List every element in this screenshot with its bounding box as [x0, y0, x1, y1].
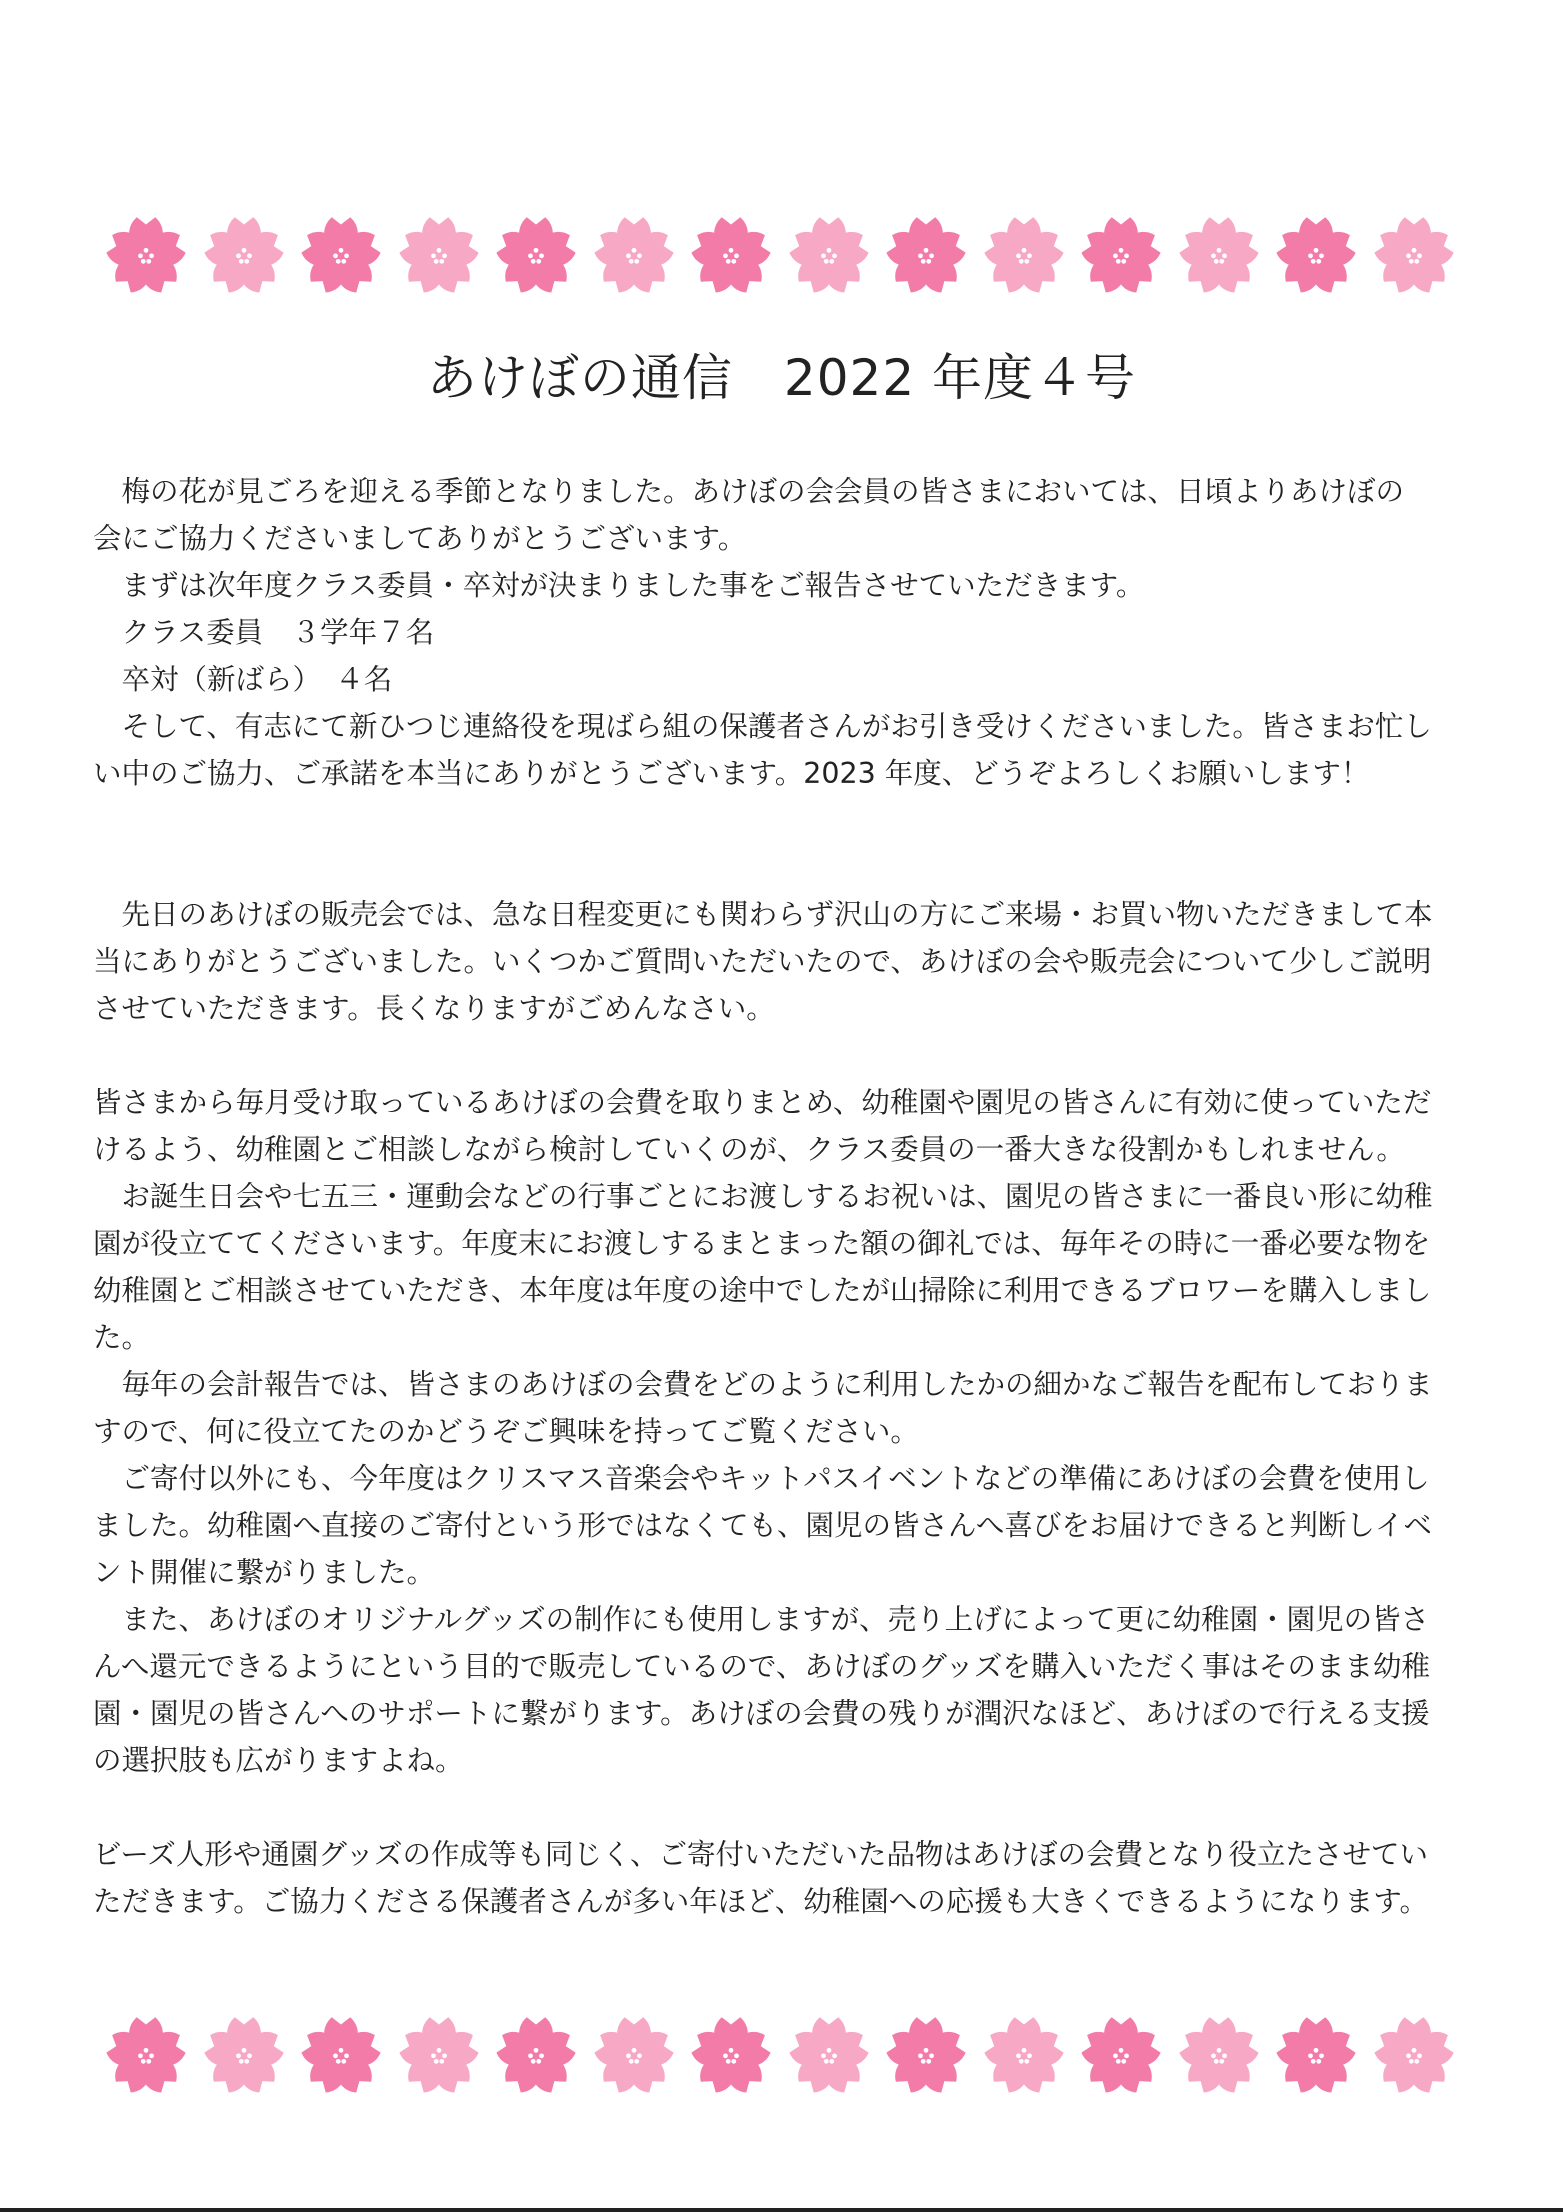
sakura-flower-icon	[1075, 2008, 1167, 2100]
text-line: ント開催に繋がりました。	[93, 1556, 436, 1589]
text-line: けるよう、幼稚園とご相談しながら検討していくのが、クラス委員の一番大きな役割かもしれません。	[93, 1133, 1405, 1166]
paragraph-sales-event	[93, 891, 1458, 1032]
text-line: た。	[93, 1321, 151, 1354]
text-line: い中のご協力、ご承諾を本当にありがとうございます。2023 年度、どうぞよろしくお願いします！	[93, 757, 1370, 790]
sakura-flower-icon	[393, 2008, 485, 2100]
text-line: 園が役立ててくださいます。年度末にお渡しするまとまった額の御礼では、毎年その時に一番必要な物を	[93, 1227, 1431, 1260]
text-line: ました。幼稚園へ直接のご寄付という形ではなくても、園児の皆さんへ喜びをお届けできると判断しイベ	[93, 1509, 1432, 1542]
flower-border-bottom	[100, 2006, 1460, 2102]
text-line: すので、何に役立てたのかどうぞご興味を持ってご覧ください。	[93, 1415, 919, 1448]
text-line: 皆さまから毎月受け取っているあけぼの会費を取りまとめ、幼稚園や園児の皆さんに有効に使っていただ	[93, 1086, 1432, 1119]
text-line: 先日のあけぼの販売会では、急な日程変更にも関わらず沢山の方にご来場・お買い物いただきまして本	[93, 898, 1433, 931]
sakura-flower-icon	[1368, 2008, 1460, 2100]
text-line: ビーズ人形や通園グッズの作成等も同じく、ご寄付いただいた品物はあけぼの会費となり役立たさせてい	[93, 1838, 1428, 1871]
text-line: お誕生日会や七五三・運動会などの行事ごとにお渡しするお祝いは、園児の皆さまに一番良い形に幼稚	[93, 1180, 1433, 1213]
sakura-flower-icon	[393, 208, 485, 300]
sakura-flower-icon	[100, 2008, 192, 2100]
sakura-flower-icon	[685, 2008, 777, 2100]
text-line: また、あけぼのオリジナルグッズの制作にも使用しますが、売り上げによって更に幼稚園・園児の皆さ	[93, 1603, 1430, 1636]
sakura-flower-icon	[880, 208, 972, 300]
page-bottom-rule	[0, 2208, 1563, 2212]
text-line: 卒対（新ばら） ４名	[93, 663, 393, 696]
text-line: させていただきます。長くなりますがごめんなさい。	[93, 992, 775, 1025]
sakura-flower-icon	[295, 208, 387, 300]
paragraph-greeting	[93, 468, 1458, 797]
text-line: 園・園児の皆さんへのサポートに繋がります。あけぼの会費の残りが潤沢なほど、あけぼので行える支援	[93, 1697, 1430, 1730]
text-line: クラス委員 ３学年７名	[93, 616, 435, 649]
sakura-flower-icon	[490, 208, 582, 300]
sakura-flower-icon	[588, 208, 680, 300]
sakura-flower-icon	[1173, 2008, 1265, 2100]
newsletter-body	[93, 468, 1458, 1925]
text-line: 当にありがとうございました。いくつかご質問いただいたので、あけぼの会や販売会について少しご説明	[93, 945, 1432, 978]
text-line: 幼稚園とご相談させていただき、本年度は年度の途中でしたが山掃除に利用できるブロワーを購入しまし	[93, 1274, 1432, 1307]
flower-border-top	[100, 206, 1460, 302]
text-line: ご寄付以外にも、今年度はクリスマス音楽会やキットパスイベントなどの準備にあけぼの会費を使用し	[93, 1462, 1430, 1495]
newsletter-title: あけぼの通信 2022 年度４号	[426, 349, 1137, 407]
paragraph-donations	[93, 1831, 1458, 1925]
sakura-flower-icon	[295, 2008, 387, 2100]
sakura-flower-icon	[685, 208, 777, 300]
text-line: んへ還元できるようにという目的で販売しているので、あけぼのグッズを購入いただく事はそのまま幼稚	[93, 1650, 1430, 1683]
text-line: 会にご協力くださいましてありがとうございます。	[93, 522, 747, 555]
sakura-flower-icon	[588, 2008, 680, 2100]
sakura-flower-icon	[490, 2008, 582, 2100]
sakura-flower-icon	[783, 2008, 875, 2100]
sakura-flower-icon	[1173, 208, 1265, 300]
sakura-flower-icon	[100, 208, 192, 300]
sakura-flower-icon	[783, 208, 875, 300]
text-line: そして、有志にて新ひつじ連絡役を現ばら組の保護者さんがお引き受けくださいました。皆さまお忙し	[93, 710, 1432, 743]
sakura-flower-icon	[880, 2008, 972, 2100]
sakura-flower-icon	[1075, 208, 1167, 300]
sakura-flower-icon	[1270, 2008, 1362, 2100]
text-line: の選択肢も広がりますよね。	[93, 1744, 464, 1777]
text-line: ただきます。ご協力くださる保護者さんが多い年ほど、幼稚園への応援も大きくできるようになります。	[93, 1885, 1428, 1918]
sakura-flower-icon	[198, 2008, 290, 2100]
sakura-flower-icon	[978, 208, 1070, 300]
text-line: まずは次年度クラス委員・卒対が決まりました事をご報告させていただきます。	[93, 569, 1145, 602]
sakura-flower-icon	[198, 208, 290, 300]
sakura-flower-icon	[978, 2008, 1070, 2100]
paragraph-fee-usage	[93, 1079, 1458, 1784]
text-line: 梅の花が見ごろを迎える季節となりました。あけぼの会会員の皆さまにおいては、日頃よりあけぼの	[93, 475, 1405, 508]
sakura-flower-icon	[1368, 208, 1460, 300]
text-line: 毎年の会計報告では、皆さまのあけぼの会費をどのように利用したかの細かなご報告を配布しておりま	[93, 1368, 1433, 1401]
sakura-flower-icon	[1270, 208, 1362, 300]
